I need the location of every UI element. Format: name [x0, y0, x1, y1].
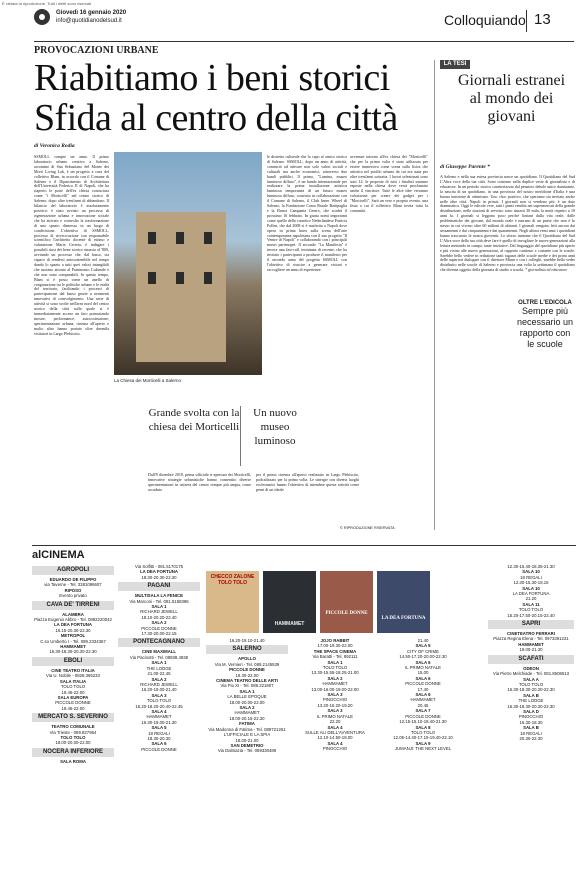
- listing-line: Via Solfitti - 081.5170175: [135, 564, 183, 569]
- cinema-name: SALA 7: [415, 708, 431, 714]
- cinema-name: SALA 11: [522, 601, 540, 607]
- city-header: SCAFATI: [488, 655, 574, 664]
- window: [148, 232, 156, 244]
- listing-line: 17.40: [417, 686, 429, 692]
- city-header: CAVA DE' TIRRENI: [32, 601, 114, 610]
- listing-line: TOLO TOLO: [518, 681, 544, 687]
- cinema-name: ALAMBRA: [62, 611, 84, 617]
- listing-line: HAMMAMET: [410, 697, 436, 703]
- listing-line: 12.10-14.50-18.00: [317, 735, 353, 741]
- listing-line: Piazza Eugenio Abbro - Tel. 0892220042: [34, 617, 112, 623]
- listing-line: 20.30-22.30: [519, 735, 543, 741]
- listing-line: THE LODGE: [518, 698, 544, 704]
- listings-column-5: [382, 638, 464, 752]
- cinema-name: SALA 2: [151, 676, 167, 682]
- cinema-listings: [32, 545, 576, 865]
- listing-line: 16.15-20.30-22.30: [55, 627, 91, 633]
- side-box-quote: Sempre più necessario un rapporto con le scuole: [516, 306, 574, 349]
- listing-line: RICHARD JEWELL: [140, 681, 178, 687]
- movie-poster-3: [320, 571, 373, 633]
- listing-line: RICHARD JEWELL: [140, 609, 178, 615]
- listing-line: 18 REGALI: [520, 730, 542, 736]
- column-divider: [434, 60, 435, 530]
- listing-line: HAMMAMET: [146, 714, 172, 720]
- article-byline: di Veronica Rodia: [34, 143, 75, 149]
- cinema-name: SALA B: [523, 725, 539, 731]
- listings-column-4: [294, 638, 376, 752]
- listings-column-2: [118, 564, 200, 752]
- listing-line: Via Pietro Melchiade - Tel. 081.8506513: [492, 671, 570, 677]
- listing-line: Evento privato: [59, 593, 87, 599]
- movie-poster-2: [263, 571, 316, 633]
- listing-line: C.so Umberto I - Tel. 089.2334367: [40, 638, 106, 644]
- headline-line-1: Riabitiamo i beni storici: [34, 57, 390, 99]
- section-name: Colloquiando: [444, 12, 526, 28]
- listing-line: SULLE ALI DELL'AVVENTURA: [305, 729, 365, 735]
- window: [148, 272, 156, 284]
- cinema-name: APOLLO: [238, 656, 256, 662]
- cinema-name: SALA 10: [522, 569, 540, 575]
- cinema-name: TEATRO COMUNALE: [51, 724, 95, 730]
- cinema-name: SALA 1: [327, 659, 343, 665]
- cinema-name: METROPOL: [60, 633, 86, 639]
- headline-line-2: Sfida al centro della città: [34, 97, 398, 139]
- cinema-name: SALA 2: [239, 705, 255, 711]
- listing-line: CITY OF CRIME: [407, 648, 439, 654]
- listing-line: 16.20-19.00-21.40: [141, 687, 177, 693]
- listing-line: IL PRIMO NATALE: [405, 665, 441, 671]
- cinema-name: SALA 1: [151, 604, 167, 610]
- article-kicker: PROVOCAZIONI URBANE: [34, 45, 159, 56]
- listing-line: PICCOLE DONNE: [141, 746, 177, 752]
- listing-line: 16.30-18.30-20.30-22.30: [49, 649, 97, 655]
- cinema-name: ODEON: [523, 665, 539, 671]
- listing-line: 16.30-18.30: [519, 719, 543, 725]
- cinema-name: JOJO RABBIT: [320, 638, 350, 643]
- listing-line: PINOCCHIO: [322, 746, 348, 752]
- cinema-name: SALA ITALIA: [59, 678, 87, 684]
- listing-line: Via Baratti - Tel. 892111: [312, 654, 358, 660]
- article-column-1: SSMOLL compie un anno. Il primo laboratorio urbano creativo a Salerno, acronimo di San Sebastiano del Monte dei Morti Living Lab, è un progetto a cura del collettivo Blam, in accordo con il Comune di Salerno e il Dipartimento di Architettura dell'Università Federico II di Napoli, che ha riaperto le porte dell'ex chiesa conosciuta come "i Morticelli" nel centro storico di Salerno, dopo oltre trent'anni di abbandono. Il bilancio del laboratorio è assolutamente positivo: è stato avviato un processo di rigenerazione urbana e innovazione sociale che ha attivato e coinvolto la trasformazione di uno spazio dismesso in un luogo di condivisione. L'obiettivo di SSMOLL, processo di ricerca-azione con responsabile scientifico l'architetto docente di estimo e valutazione Maria Cerreta, è indagare i possibili riusi dei bene storico rimasto al '800, avviando un processo che, dal basso, sia capace di rendersi autosostenibile nel tempo dando lo spazio a tutti quei valori intangibili che ruotano attorno al Patrimonio Culturale e che non sono computabili. In questo tempo, Blam si è posto come un anello di congiunzione tra le politiche urbane e le realtà del territorio, facilitando i processi di partecipazione dal basso grazie a strumenti innovativi di coinvolgimento. Una serie di attività si sono svolte nell'area nord del centro storico della città sulla quale si è immediatamente acceso un faro potenziando mostre, performance, autocostruzione, sperimentazione urbana, cinema all'aperto e molto altro hanno portato oltre duemila visitatori in Largo Plebiscito.: [34, 154, 109, 336]
- pull-quote-1: Grande svolta con la chiesa dei Morticelli: [148, 407, 240, 433]
- listing-line: Piazza Regina Elena - Tel. 0973391231: [493, 636, 569, 642]
- listing-line: 18.00-21.00: [235, 737, 259, 743]
- listing-line: 21.20: [525, 596, 537, 602]
- listing-line: Via Madonna di Fatima - Tel. 089721261: [208, 726, 286, 732]
- cinema-name: LA DEA FORTUNA: [140, 569, 178, 575]
- window: [176, 272, 184, 284]
- listing-line: Via Pacinotti - Tel. 08938.4938: [129, 654, 189, 660]
- listing-line: 15.20-17.50-20.15-22.40: [507, 612, 555, 618]
- city-header: NOCERA INFERIORE: [32, 748, 114, 757]
- reproduction-notice: © RIPRODUZIONE RISERVATA: [340, 526, 395, 530]
- listing-line: 16.20-18.20-20.40-22.45: [135, 703, 183, 709]
- listing-line: TOLO TOLO: [410, 729, 436, 735]
- cinema-name: SALA 3: [327, 708, 343, 714]
- cinema-name: CINE TEATRO ITALIA: [51, 667, 95, 673]
- listing-line: 16.30-18.30-20.30-22.30: [507, 687, 555, 693]
- listing-line: 15.00: [417, 670, 429, 676]
- listing-line: PICCOLE DONNE: [141, 625, 177, 631]
- listing-line: LA BELLE EPOQUE: [227, 694, 267, 700]
- listing-line: 22.20: [329, 719, 341, 725]
- city-header: MERCATO S. SEVERINO: [32, 713, 114, 722]
- listing-line: 12.05-14.40-17.15-19.40-22.10: [393, 735, 453, 741]
- city-header: SALERNO: [206, 645, 288, 654]
- page-number: 13: [534, 11, 551, 28]
- page-header: [34, 6, 574, 42]
- cinema-name: SALA ROMA: [60, 758, 86, 764]
- listing-line: THE LODGE: [146, 665, 172, 671]
- listing-line: IL PRIMO NATALE: [317, 713, 353, 719]
- cinema-name: SALA 3: [327, 692, 343, 698]
- church-facade: [136, 212, 226, 362]
- side-byline: di Giuseppe Parente *: [440, 164, 490, 170]
- listing-line: 18 REGALI: [520, 574, 542, 580]
- listing-line: 18.00-20.15-22.30: [229, 715, 265, 721]
- listing-line: TOLO TOLO: [322, 665, 348, 671]
- side-title: Giornali estranei al mondo dei giovani: [457, 72, 566, 125]
- issue-date: Giovedì 16 gennaio 2020: [56, 10, 127, 16]
- cinema-name: SALA D: [523, 708, 539, 714]
- side-box-title: OLTRE L'EDICOLA: [518, 300, 572, 306]
- listing-line: 19.45-22.00: [61, 689, 85, 695]
- email-link[interactable]: info@quotidianodelsud.it: [56, 18, 122, 24]
- cinema-name: CINE MAXIMALL: [141, 649, 177, 655]
- listing-line: 16.20-19.10-21.40: [229, 638, 265, 643]
- listing-line: HAMMAMET: [234, 710, 260, 716]
- cinema-name: SALA A: [523, 676, 539, 682]
- cinema-name: HAMMAMET: [60, 644, 86, 650]
- church-photo: [114, 152, 262, 375]
- cinema-name: SALA 5: [151, 725, 167, 731]
- listing-line: HAMMAMET: [322, 681, 348, 687]
- listing-line: Via Dalmazia - Tel. 089330489: [217, 748, 277, 754]
- listing-line: 19.00-21.30: [519, 647, 543, 653]
- listing-line: 21.00-22.45: [147, 671, 171, 677]
- pull-quote-2: Un nuovo museo luminoso: [253, 407, 297, 447]
- cinema-name: SAN DEMETRIO: [230, 742, 264, 748]
- poster-title: HAMMAMET: [274, 621, 305, 627]
- listing-line: 17.30-20.00-22.15: [141, 631, 177, 637]
- article-column-4: avvenute intorno all'ex chiesa dei "Morticelli" che per la prima volta è stata utilizzata per essere immersiva come scena sulla fisica che artistica nel profilo urbano da cui era stata per oltre trent'anni sottratta. I lavori selezionati sono stati 12: le proposte di tutti i finalisti saranno esposte nella chiesa dove verrà proclamato anche il vincitore. Tutte le altre idee verranno valorizzate per creare dei gadget per i "Morticelli". Sarà un vero e proprio evento, una festa a cui il collettivo Blam invita tutta la comunità.: [350, 155, 428, 213]
- side-box: [515, 300, 575, 350]
- window: [176, 232, 184, 244]
- window: [204, 232, 212, 244]
- listing-line: 13.30-15.55-18.25-21.00: [311, 670, 359, 676]
- listing-line: LA DEA FORTUNA: [512, 591, 550, 597]
- city-header: EBOLI: [32, 657, 114, 666]
- cinema-name: MULTISALA LA FENICE: [134, 593, 184, 599]
- window: [204, 272, 212, 284]
- listings-column-6: [488, 564, 574, 741]
- listing-line: 19.30-22.00: [235, 672, 259, 678]
- cinema-name: PICCOLE DONNE: [229, 667, 265, 673]
- cinema-name: SALA EUROPA: [57, 694, 89, 700]
- cinema-name: SALA 4: [327, 740, 343, 746]
- cinema-name: SALA 5: [415, 643, 431, 649]
- listing-line: 18.10-20.20-22.40: [141, 614, 177, 620]
- poster-title: CHECCO ZALONE TOLO TOLO: [210, 574, 255, 586]
- city-header: AGROPOLI: [32, 566, 114, 575]
- side-footnote: * giornalista ed educatore: [525, 267, 568, 273]
- article-column-3: le distretto culturale che fa capo al centro storico di Salerno. SSMOLL, dopo un anno di attività, cominciò ad attivare non solo valori sociali e culturali ma anche economici, attraverso due bandi pubblici. Il primo, "Lumina, museo luminoso diffuso", è un bando internazionale per realizzare la prima installazione artistica luminosa temporanea di un futuro museo luminoso diffuso, costruito in collaborazione con il Comune di Salerno, il Club Inner Wheel di Salerno, la Fondazione Cassa Rurale Battipaglia e la Banca Campania Centro, che scadrà il prossimo 16 febbraio. In giuria nomi importanti come quello della curatrice Nederlandese Patricia Pollen, che dal 2008 si è trasferita a Napoli dove opera in prima linea sulla scena dell'arte contemporanea napoletana con il suo progetto "Il Ventre di Napoli" e collaborando con i principali musei partenopei. Il secondo "La Manifesta" è invece una fast-call, terminata di recente, che ha invitato i partecipanti a produrre il manifesto per il secondo anno del progetto SSMOLL con l'obiettivo di riuscire a generare visioni e raccogliere un anno di esperienze.: [267, 155, 347, 272]
- cinema-name: EDUARDO DE FILIPPO: [49, 577, 97, 582]
- photo-caption: La Chiesa dei Morticelli a Salerno: [114, 378, 182, 383]
- listing-line: 12.30-15.30-18.15: [513, 580, 549, 586]
- listing-line: TOLO TOLO: [60, 684, 86, 690]
- listing-line: PICCOLE DONNE: [405, 713, 441, 719]
- cinema-name: SALA 6: [151, 741, 167, 747]
- cinema-name: SALA B: [523, 692, 539, 698]
- listing-line: 14.50-17.20-20.00-22.30: [399, 654, 447, 660]
- listing-line: 18.30-20.30-22.30: [141, 574, 177, 580]
- listing-line: 18.00-20.00-22.00: [229, 699, 265, 705]
- listing-line: 20.45: [417, 702, 429, 708]
- cinema-name: CINETEATRO FERRARI: [507, 631, 555, 637]
- listing-line: 18 REGALI: [148, 730, 170, 736]
- listing-line: 18.30-20.30: [147, 735, 171, 741]
- header-divider: [526, 10, 527, 32]
- listing-line: 13.20-16.20-19.20: [317, 702, 353, 708]
- listing-line: 16.30-18.30-20.30-22.30: [507, 703, 555, 709]
- listing-line: Via U. Nobile - 0828.365233: [46, 673, 100, 679]
- listing-line: Via M. Vernieri - Tel. 089.2145539: [214, 661, 280, 667]
- cinema-name: TOLO TOLO: [60, 734, 86, 740]
- cinema-title: alCINEMA: [32, 549, 85, 561]
- copyright-note: È vietata la riproduzione. Tutti i diritti sono riservati: [2, 1, 92, 6]
- cinema-name: SALA 4: [327, 724, 343, 730]
- listing-line: PINOCCHIO: [322, 697, 348, 703]
- cinema-name: SALA 3: [151, 692, 167, 698]
- poster-title: PICCOLE DONNE: [325, 611, 368, 616]
- cinema-name: RIPOSO: [64, 587, 82, 593]
- cinema-name: SALA 10: [522, 585, 540, 591]
- cinema-name: SALA 2: [151, 620, 167, 626]
- cinema-name: CINEMA TEATRO DELLE ARTI: [216, 678, 278, 684]
- cinema-name: SALA 2: [327, 675, 343, 681]
- cinema-name: SALA 8: [415, 724, 431, 730]
- article-body-a: Dall'8 dicembre 2018, prima ufficiale ri-apertura dei Morticelli, innovative strategie urbanistiche hanno consentito diverse sperimentazioni in un'area del centro sempre più ampia, come accaduto: [148, 472, 251, 492]
- listing-line: Via Trieste - 089.827964: [49, 729, 97, 735]
- listing-line: Via Pio XI - Tel. 089.221807: [220, 683, 274, 689]
- movie-poster-4: [377, 571, 430, 633]
- listing-line: 12.15-15.10-18.40-21.30: [399, 719, 447, 725]
- cinema-name: THE SPACE CINEMA: [313, 648, 357, 654]
- listing-line: 16.30-19.00-21.30: [141, 719, 177, 725]
- listing-line: L'UFFICIALE E LA SPIA: [223, 732, 271, 738]
- listing-line: PICCOLE DONNE: [55, 700, 91, 706]
- listing-line: PICCOLE DONNE: [405, 681, 441, 687]
- listing-line: PINOCCHIO: [518, 714, 544, 720]
- cinema-name: SALA 1: [239, 688, 255, 694]
- poster-title: LA DEA FORTUNA: [381, 616, 426, 621]
- listing-line: via Taverne - Tel. 3381096607: [44, 582, 102, 588]
- listing-line: 12.30-15.40-18.35-21.30: [507, 564, 555, 569]
- cinema-name: HAMMAMET: [518, 641, 544, 647]
- cinema-name: SALA 6: [415, 675, 431, 681]
- cinema-name: FATIMA: [239, 721, 255, 727]
- city-header: PONTECAGNANO: [118, 638, 200, 647]
- cinema-name: SALA 6: [415, 692, 431, 698]
- listings-column-1: [32, 564, 114, 764]
- listing-line: 13.00-16.00-19.00-22.00: [311, 686, 359, 692]
- cinema-name: SALA 6: [415, 659, 431, 665]
- cinema-name: SALA 9: [415, 740, 431, 746]
- listing-line: TOLO TOLO: [518, 607, 544, 613]
- city-header: SAPRI: [488, 620, 574, 629]
- cinema-name: LA DEA FORTUNA: [54, 622, 92, 628]
- newspaper-logo-icon: [34, 9, 50, 25]
- side-text-body: A Salerno e nella sua estesa provincia nasce un quotidiano. Il Quotidiano del Sud L'Altra voce della tua città. Sono contento nella duplice veste di giornalista e di educatore. In un periodo storico caratterizzato dal pensiero debole unico dominante, la nascita di un quotidiano, in una provincia del nostro meridione d'Italia è una buona iniezione di ottimismo. Uno choc positivo, che speriamo sia invitato anche nelle altre città. Napoli in primis. I giornali non si vendono più: è un dato drammatico. Oggi le edicole vere, tutti i punti vendita nei supermercati della grande distribuzione, nelle stazioni di servizio sono rimasti 30 mila, la metà rispetto a 10 anni fa. I giornali si leggono poco perché lontani dalla vita reale, dalle problematiche dei giovani, dal mondo reale e narrano di un paese che non è lo stesso in cui vivono oltre 60 milioni di abitanti. I giornali vengono letti ancora dai sessantenni e dai cinquantenni e dai quarantenni. Negli ultimi venti anni i quotidiani hanno trascurato la nostra gioventù. Lo sforzo immane che il Quotidiano del Sud L'Altra voce della tua città deve fare è quello di invogliare le nuove generazioni alla lettura mettendo in campo, tante iniziative. Dal linguaggio del quotidiano più aperto e più vicino alle nuove generazioni, al rapporto continuo e costante con le scuole. Sarebbe bello vedere in redazione tanti ragazzi delle scuole medie e dei primi anni delle superiori dialogare con il direttore Minni e con i colleghi, sarebbe bello veder distribuito nelle scuole di Salerno e provincia una volta la settimana il quotidiano che diventa oggetto della giornata di studio a scuola.: [440, 175, 575, 273]
- article-body-b: per il primo cinema all'aperto realizzato in Largo Plebiscito, podcalizzato per la prima volta. Le sinergie con diversi luoghi ecclesiastici hanno l'obiettivo di intendere queste attività come perni di un ideale: [256, 472, 359, 492]
- listing-line: 17.00-19.30-22.00: [317, 643, 353, 649]
- cinema-name: SALA 1: [151, 660, 167, 666]
- listing-line: 18.00-20.00-22.00: [55, 740, 91, 746]
- movie-poster-1: [206, 571, 259, 633]
- side-tag: LA TESI: [440, 60, 470, 69]
- listings-column-3: [206, 638, 288, 754]
- city-header: PAGANI: [118, 582, 200, 591]
- listing-line: 21.40: [417, 638, 429, 643]
- listing-line: TOLO TOLO: [146, 698, 172, 704]
- listing-line: 19.45-22.00: [61, 705, 85, 711]
- listing-line: Via Marconi - Tel. 081.5158396: [129, 598, 189, 604]
- cinema-name: SALA 4: [151, 708, 167, 714]
- listing-line: JUMANJI: THE NEXT LEVEL: [394, 746, 452, 752]
